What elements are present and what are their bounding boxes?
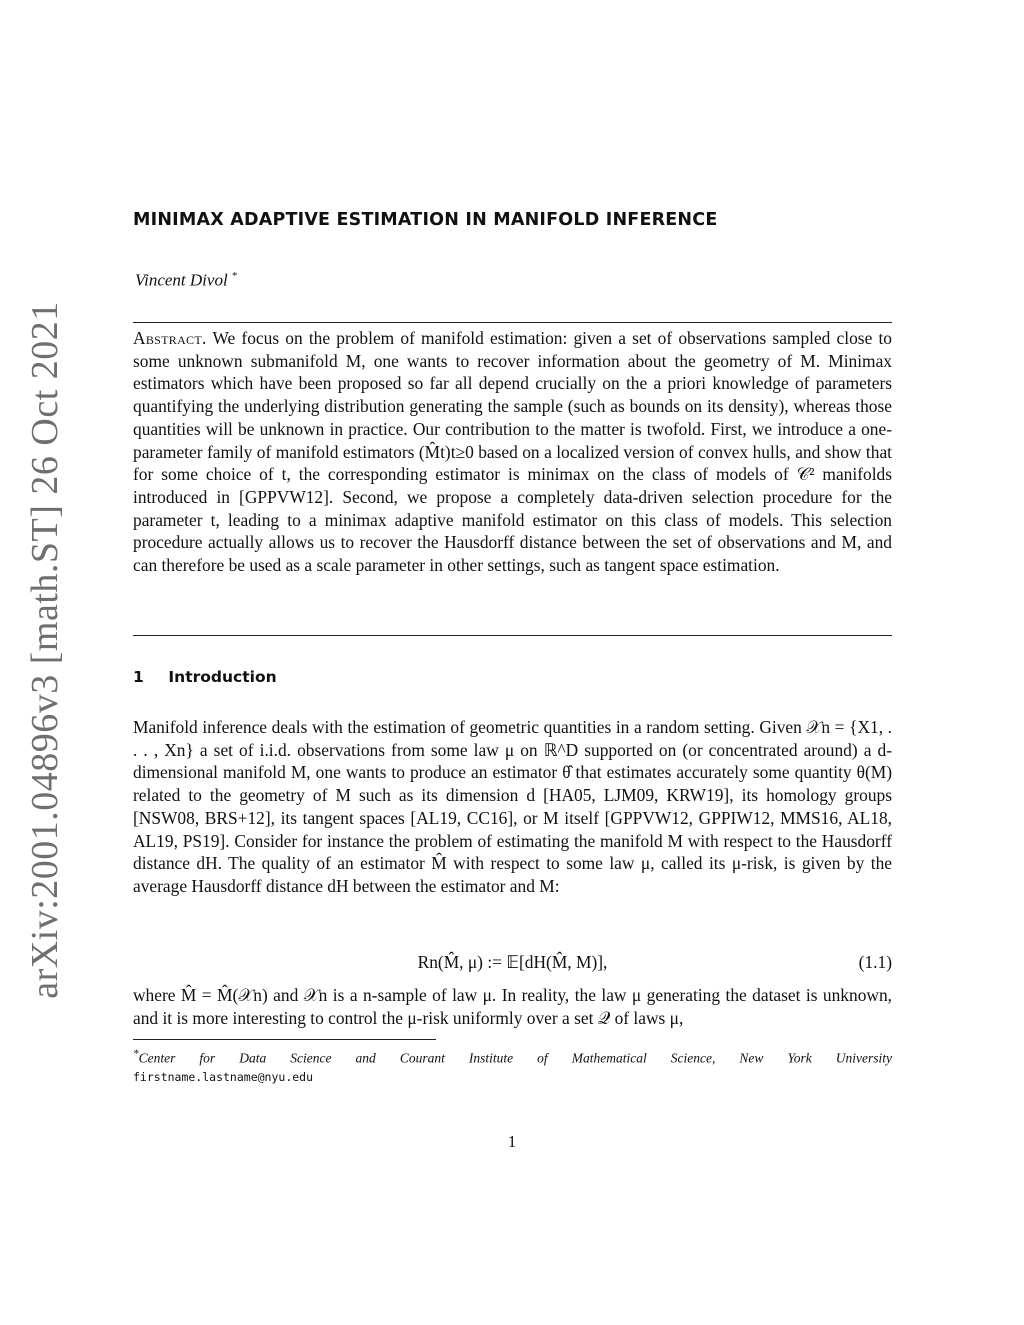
- arxiv-identifier-text: arXiv:2001.04896v3 [math.ST] 26 Oct 2021: [24, 301, 66, 999]
- equation-formula: Rn(M̂, μ) := 𝔼[dH(M̂, M)],: [417, 952, 608, 972]
- section-title: Introduction: [168, 668, 277, 686]
- intro-paragraph-2: where M̂ = M̂(𝒳n) and 𝒳n is a n-sample of law μ. In reality, the law μ generating the dataset is unknown, and it is more interesting to control the μ-risk uniformly over a set 𝒬 of laws μ,: [133, 985, 892, 1028]
- footnote-affiliation: Center for Data Science and Courant Institute of Mathematical Science, New York University: [138, 1050, 892, 1066]
- page-number: 1: [507, 1132, 517, 1151]
- abstract-label: Abstract.: [133, 328, 207, 348]
- footnote-affiliation-line: [133, 1045, 892, 1068]
- footnote-email[interactable]: firstname.lastname@nyu.edu: [133, 1069, 314, 1084]
- author-footnote-mark: *: [231, 270, 238, 282]
- author-line: [135, 270, 237, 291]
- equation-number: (1.1): [858, 952, 892, 972]
- abstract-bottom-rule: [133, 635, 892, 636]
- intro-paragraph-1: Manifold inference deals with the estimation of geometric quantities in a random setting. Given 𝒳n = {X1, . . . , Xn} a set of i.i.d. observations from some law μ on ℝ^D supported on (or concentrated around) a d-dimensional manifold M, one wants to produce an estimator θ̂ that estimates accurately some quantity θ(M) related to the geometry of M such as its dimension d [HA05, LJM09, KRW19], its homology groups [NSW08, BRS+12], its tangent spaces [AL19, CC16], or M itself [GPPVW12, GPPIW12, MMS16, AL18, AL19, PS19]. Consider for instance the problem of estimating the manifold M with respect to the Hausdorff distance dH. The quality of an estimator M̂ with respect to some law μ, called its μ-risk, is given by the average Hausdorff distance dH between the estimator and M:: [133, 717, 892, 896]
- equation-1-1: [133, 952, 892, 976]
- abstract-top-rule: [133, 322, 892, 323]
- author-name: Vincent Divol: [135, 270, 228, 290]
- paper-title: MINIMAX ADAPTIVE ESTIMATION IN MANIFOLD INFERENCE: [133, 210, 718, 230]
- abstract-text: We focus on the problem of manifold estimation: given a set of observations sampled close to some unknown submanifold M, one wants to recover information about the geometry of M. Minimax estimators which have been proposed so far all depend crucially on the a priori knowledge of parameters quantifying the underlying distribution generating the sample (such as bounds on its density), whereas those quantities will be unknown in practice. Our contribution to the matter is twofold. First, we introduce a one-parameter family of manifold estimators (M̂t)t≥0 based on a localized version of convex hulls, and show that for some choice of t, the corresponding estimator is minimax on the class of models of 𝒞² manifolds introduced in [GPPVW12]. Second, we propose a completely data-driven selection procedure for the parameter t, leading to a minimax adaptive manifold estimator on this class of models. This selection procedure actually allows us to recover the Hausdorff distance between the set of observations and M, and can therefore be used as a scale parameter in other settings, such as tangent space estimation.: [133, 328, 892, 576]
- arxiv-identifier: [24, 301, 66, 999]
- footnote: [133, 1045, 892, 1086]
- abstract: [133, 327, 892, 577]
- section-number: 1: [133, 668, 144, 686]
- footnote-mark: *: [133, 1048, 139, 1060]
- footnote-rule: [133, 1039, 436, 1040]
- section-heading: [133, 668, 277, 686]
